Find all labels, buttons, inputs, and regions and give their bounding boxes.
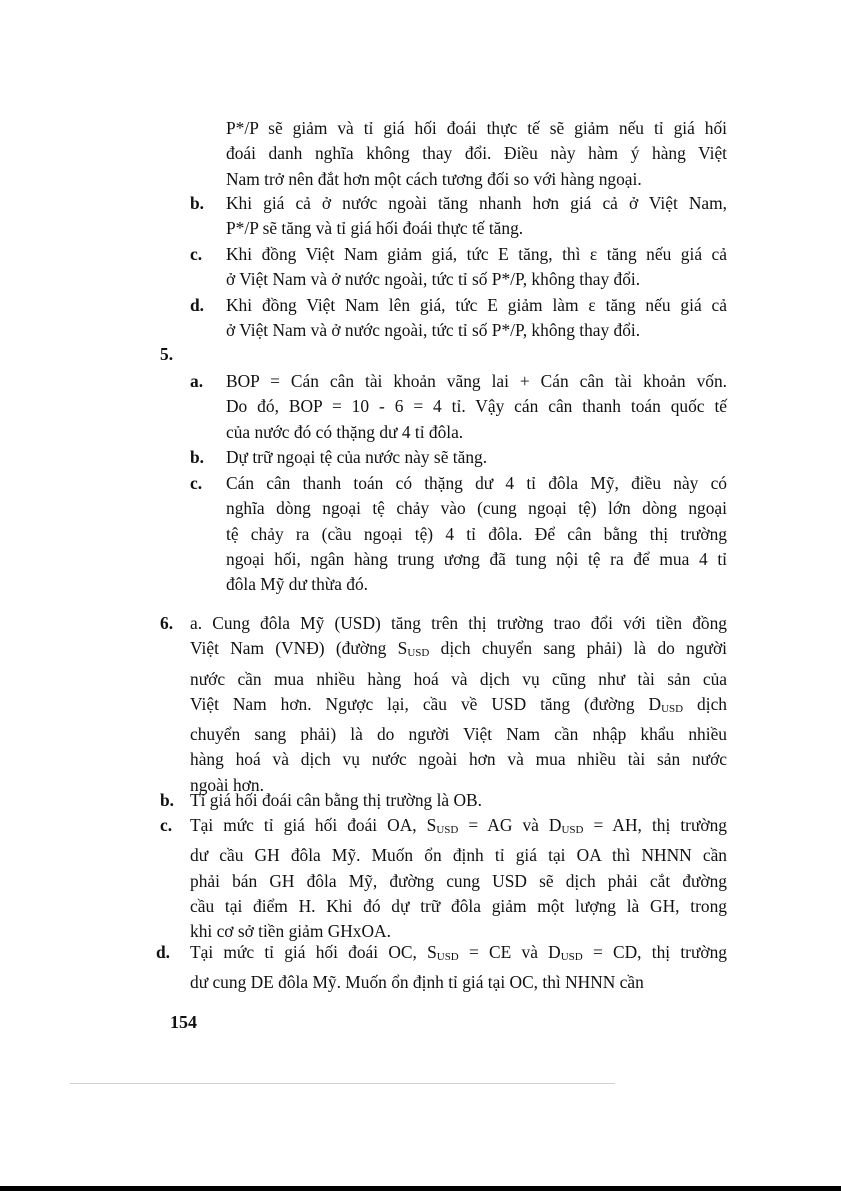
text-line: đôla Mỹ dư thừa đó.	[226, 574, 369, 595]
text-line: Khi đồng Việt Nam lên giá, tức E giảm làm ε tăng nếu giá cả	[226, 295, 727, 315]
answer-paragraph	[190, 788, 727, 813]
footer-rule	[70, 1083, 615, 1084]
text-line: Khi giá cả ở nước ngoài tăng nhanh hơn giá cả ở Việt Nam,	[226, 193, 727, 213]
list-marker: b.	[190, 193, 205, 213]
text-line: P*/P sẽ giảm và tỉ giá hối đoái thực tế sẽ giảm nếu tỉ giá hối	[226, 118, 727, 138]
list-marker: d.	[190, 295, 205, 315]
text-line: ngoại hối, ngân hàng trung ương đã tung nội tệ ra để mua 4 tỉ	[226, 548, 727, 569]
text-line: P*/P sẽ tăng và tỉ giá hối đoái thực tế tăng.	[226, 218, 524, 239]
text-line: Việt Nam (VNĐ) (đường SUSD dịch chuyển sang phải) là do người	[190, 638, 727, 660]
answer-paragraph	[226, 369, 727, 445]
list-marker: c.	[190, 473, 203, 493]
answer-paragraph	[226, 293, 727, 344]
text-line: Dự trữ ngoại tệ của nước này sẽ tăng.	[226, 447, 488, 467]
text-line: nghĩa dòng ngoại tệ chảy vào (cung ngoại tệ) lớn dòng ngoại	[226, 498, 727, 519]
answer-paragraph	[190, 611, 727, 798]
text-line: Tại mức tỉ giá hối đoái OC, SUSD = CE và DUSD = CD, thị trường	[190, 942, 727, 963]
text-line: Việt Nam hơn. Ngược lại, cầu về USD tăng (đường DUSD dịch	[190, 693, 727, 715]
answer-paragraph	[226, 445, 727, 470]
text-line: hàng hoá và dịch vụ nước ngoài hơn và mua nhiều tài sản nước	[190, 749, 727, 770]
answer-paragraph	[226, 471, 727, 597]
text-line: Tại mức tỉ giá hối đoái OA, SUSD = AG và DUSD = AH, thị trường	[190, 815, 727, 836]
text-line: nước cần mua nhiều hàng hoá và dịch vụ cũng như tài sản của	[190, 668, 727, 689]
text-line: phải bán GH đôla Mỹ, đường cung USD sẽ dịch phải cắt đường	[190, 870, 727, 891]
list-marker: 5.	[160, 344, 174, 364]
text-line: Do đó, BOP = 10 - 6 = 4 tỉ. Vậy cán cân thanh toán quốc tế	[226, 396, 727, 417]
list-marker: a.	[190, 371, 204, 391]
list-marker: c.	[160, 815, 173, 835]
answer-paragraph	[190, 813, 727, 944]
list-marker: c.	[190, 244, 203, 264]
text-line: Nam trở nên đắt hơn một cách tương đối so với hàng ngoại.	[226, 168, 642, 189]
list-marker: b.	[160, 790, 175, 810]
text-line: dư cung DE đôla Mỹ. Muốn ổn định tỉ giá tại OC, thì NHNN cần	[190, 972, 644, 993]
scan-bottom-edge	[0, 1186, 841, 1191]
list-marker: 6.	[160, 613, 174, 633]
text-line: Tỉ giá hối đoái cân bằng thị trường là OB.	[190, 790, 482, 810]
page-number: 154	[170, 1012, 197, 1032]
text-line: ở Việt Nam và ở nước ngoài, tức tỉ số P*/P, không thay đổi.	[226, 320, 641, 341]
text-line: dư cầu GH đôla Mỹ. Muốn ổn định tỉ giá tại OA thì NHNN cần	[190, 845, 727, 866]
answer-paragraph	[226, 116, 727, 192]
list-marker: b.	[190, 447, 205, 467]
text-line: đoái danh nghĩa không thay đổi. Điều này hàm ý hàng Việt	[226, 143, 727, 164]
text-line: ngoài hơn.	[190, 774, 264, 795]
text-line: tệ chảy ra (cầu ngoại tệ) 4 tỉ đôla. Để cân bằng thị trường	[226, 523, 727, 544]
answer-paragraph	[226, 242, 727, 293]
text-line: của nước đó có thặng dư 4 tỉ đôla.	[226, 421, 464, 442]
text-line: BOP = Cán cân tài khoản vãng lai + Cán cân tài khoản vốn.	[226, 371, 727, 391]
answer-paragraph	[226, 191, 727, 242]
text-line: Cán cân thanh toán có thặng dư 4 tỉ đôla Mỹ, điều này có	[226, 473, 727, 493]
text-line: khi cơ sở tiền giảm GHxOA.	[190, 921, 391, 942]
text-line: Khi đồng Việt Nam giảm giá, tức E tăng, thì ε tăng nếu giá cả	[226, 244, 727, 264]
list-marker: d.	[156, 942, 171, 962]
answer-paragraph	[190, 940, 727, 996]
text-line: cầu tại điểm H. Khi đó dự trữ đôla giảm một lượng là GH, trong	[190, 895, 727, 916]
text-line: chuyển sang phải) là do người Việt Nam cần nhập khẩu nhiều	[190, 724, 727, 745]
text-line: a. Cung đôla Mỹ (USD) tăng trên thị trường trao đổi với tiền đồng	[190, 613, 727, 633]
text-line: ở Việt Nam và ở nước ngoài, tức tỉ số P*/P, không thay đổi.	[226, 269, 641, 290]
